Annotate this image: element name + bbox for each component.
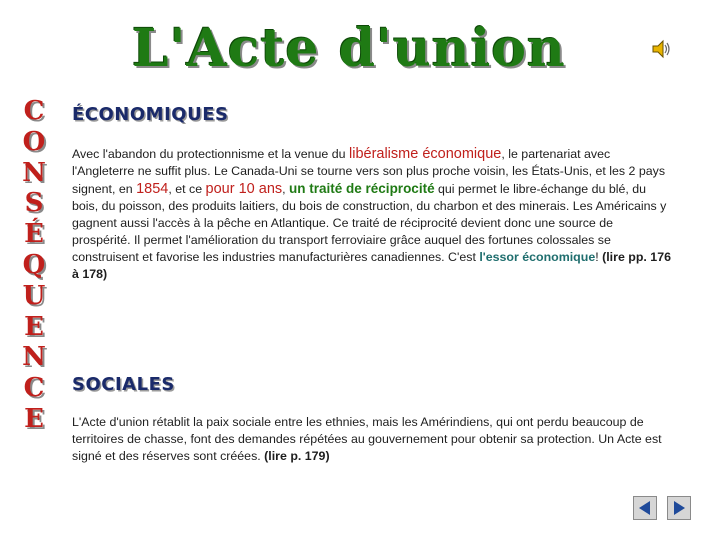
reading-reference: (lire pp. 176 à 178) bbox=[72, 250, 671, 281]
highlight-year: 1854 bbox=[136, 181, 169, 197]
previous-button[interactable] bbox=[633, 496, 657, 520]
vertical-letter: E bbox=[24, 403, 44, 434]
page-title: L'Acte d'union bbox=[132, 18, 566, 79]
highlight-duration: pour 10 ans bbox=[205, 181, 283, 197]
text: , le partenariat avec l'Angleterre ne suffit plus. Le Canada-Uni se tourne vers son plus proche voisin, les États-Unis, et les 2 pays signent, en bbox=[72, 147, 666, 196]
vertical-letter: E bbox=[24, 311, 44, 342]
vertical-letter: C bbox=[23, 373, 45, 404]
highlight-essor: l'essor économique bbox=[479, 250, 596, 264]
text: qui permet le libre-échange du blé, du bois, du poisson, des produits laitiers, du bois de construction, du charbon et des minerais. Les Américains y gagnent aussi l'accès à la pêche en Atlantique. Ce traité de réciprocité devient donc une source de prospérité. Il permet l'amélioration du transport ferroviaire grâce auquel des fortunes colossales se construisent et favorise les industries manufacturières canadiennes. C'est bbox=[72, 182, 667, 264]
vertical-letter: U bbox=[22, 280, 46, 311]
vertical-letter: É bbox=[24, 219, 44, 250]
vertical-letter: N bbox=[22, 157, 46, 188]
text: ! bbox=[595, 250, 603, 264]
previous-arrow-icon bbox=[637, 500, 653, 516]
vertical-letter: O bbox=[22, 126, 46, 157]
economiques-paragraph bbox=[72, 146, 672, 283]
section-heading-sociales: SOCIALES bbox=[72, 374, 175, 395]
vertical-word-consequence bbox=[18, 96, 50, 435]
vertical-letter: Q bbox=[22, 249, 46, 280]
reading-reference: (lire p. 179) bbox=[264, 449, 330, 463]
text: , et ce bbox=[168, 182, 206, 196]
speaker-icon[interactable] bbox=[651, 38, 673, 60]
highlight-liberalisme: libéralisme économique bbox=[349, 146, 502, 162]
vertical-letter: C bbox=[23, 96, 45, 126]
sociales-paragraph bbox=[72, 414, 672, 465]
vertical-letter: S bbox=[24, 188, 44, 219]
highlight-treaty: un traité de réciprocité bbox=[289, 181, 435, 196]
next-arrow-icon bbox=[671, 500, 687, 516]
vertical-letter: N bbox=[22, 342, 46, 373]
next-button[interactable] bbox=[667, 496, 691, 520]
text: , bbox=[282, 182, 290, 196]
text: L'Acte d'union rétablit la paix sociale entre les ethnies, mais les Amérindiens, qui ont perdu beaucoup de territoires de chasse, font des demandes répétées au gouvernement pour obtenir sa protection. Un Acte est signé et des réserves sont créées. bbox=[72, 415, 662, 463]
section-heading-economiques: ÉCONOMIQUES bbox=[72, 104, 229, 125]
text: Avec l'abandon du protectionnisme et la venue du bbox=[72, 147, 349, 161]
